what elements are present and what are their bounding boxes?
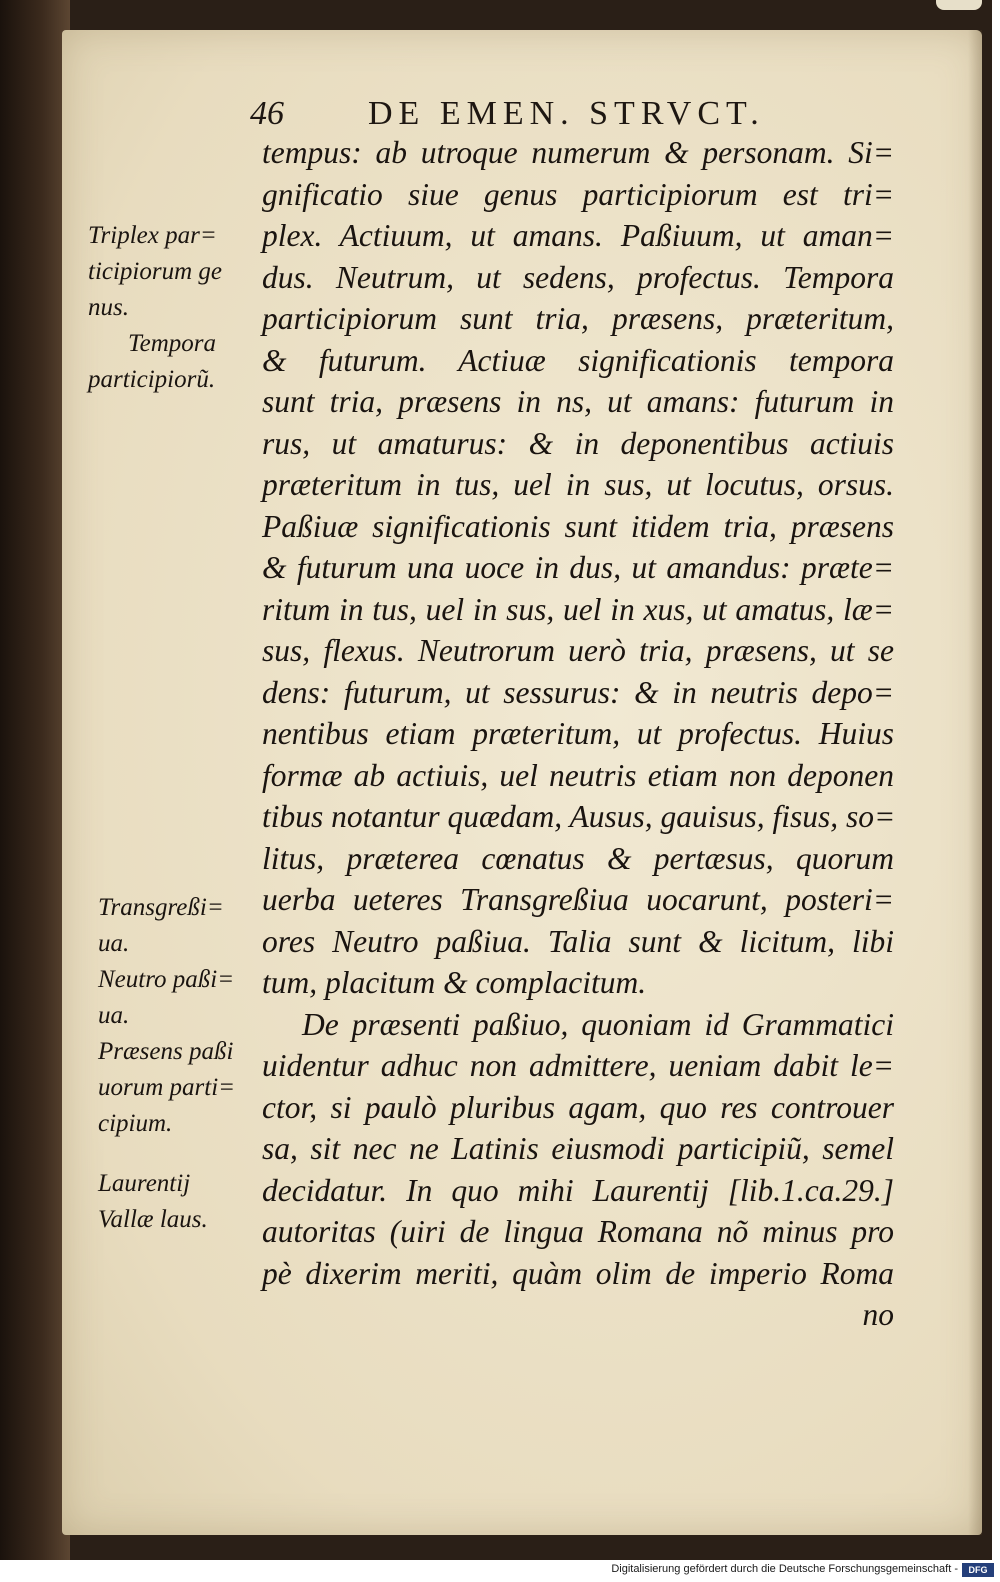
marginal-note xyxy=(98,1166,268,1238)
page-edge-shadow xyxy=(968,30,982,1535)
text-line: præteritum in tus, uel in sus, ut locutus, orsus. xyxy=(262,467,894,502)
text-line: ores Neutro paßiua. Talia sunt & licitum, libi xyxy=(262,923,894,959)
note-line: uorum parti= xyxy=(98,1074,236,1101)
text-line: tempus: ab utroque numerum & personam. Si= xyxy=(262,135,894,170)
note-line: Tempora xyxy=(128,330,216,357)
text-line: Paßiuæ significationis sunt itidem tria, præsens xyxy=(262,508,894,544)
body-text xyxy=(262,132,894,1336)
digitization-footer xyxy=(0,1560,1000,1582)
book-spine-shadow xyxy=(0,0,70,1560)
marginal-note xyxy=(98,962,268,1034)
marginal-note xyxy=(88,218,258,326)
text-line: rus, ut amaturus: & in deponentibus actiuis xyxy=(262,425,894,461)
funding-credit: Digitalisierung gefördert durch die Deutsche Forschungsgemeinschaft - xyxy=(611,1563,958,1575)
marginal-note xyxy=(88,362,258,398)
text-line: sunt tria, præsens in ns, ut amans: futurum in xyxy=(262,384,894,419)
note-line: nus. xyxy=(88,294,129,321)
marginal-note xyxy=(98,890,268,962)
text-line: sus, flexus. Neutrorum uerò tria, præsens, ut se xyxy=(262,633,894,668)
note-line: ua. xyxy=(98,930,130,957)
note-line: participiorũ. xyxy=(88,366,216,393)
text-line: uidentur adhuc non admittere, ueniam dabit le= xyxy=(262,1048,894,1083)
text-line: formæ ab actiuis, uel neutris etiam non deponen xyxy=(262,757,894,793)
text-line: gnificatio siue genus participiorum est tri= xyxy=(262,176,894,212)
text-line: dens: futurum, ut sessurus: & in neutris depo= xyxy=(262,674,894,710)
text-line: uerba ueteres Transgreßiua uocarunt, posteri= xyxy=(262,882,894,917)
catchword: no xyxy=(862,1297,894,1332)
note-line: Neutro paßi= xyxy=(98,966,235,993)
text-line: ritum in tus, uel in sus, uel in xus, ut amatus, læ= xyxy=(262,591,894,627)
text-line: De præsenti paßiuo, quoniam id Grammatici xyxy=(302,1006,894,1042)
note-line: Transgreßi= xyxy=(98,894,224,921)
note-line: Triplex par= xyxy=(88,222,217,249)
dfg-logo: DFG xyxy=(962,1563,994,1577)
text-line: pè dixerim meriti, quàm olim de imperio Roma xyxy=(262,1255,894,1291)
note-line: Laurentij xyxy=(98,1170,191,1197)
note-line: cipium. xyxy=(98,1110,173,1137)
marginal-note xyxy=(98,1034,268,1142)
text-line: sa, sit nec ne Latinis eiusmodi participiũ, semel xyxy=(262,1131,894,1166)
running-title: DE EMEN. STRVCT. xyxy=(368,95,765,132)
text-line: tibus notantur quædam, Ausus, gauisus, fisus, so= xyxy=(262,799,896,834)
note-line: ticipiorum ge xyxy=(88,258,223,285)
text-line: & futurum una uoce in dus, ut amandus: præte= xyxy=(262,550,894,585)
text-line: autoritas (uiri de lingua Romana nõ minus pro xyxy=(262,1214,894,1249)
text-line: litus, præterea cœnatus & pertæsus, quorum xyxy=(262,840,894,876)
text-line: tum, placitum & complacitum. xyxy=(262,965,647,1000)
text-line: & futurum. Actiuæ significationis tempora xyxy=(262,342,894,378)
text-line: decidatur. In quo mihi Laurentij [lib.1.ca.29.] xyxy=(262,1172,894,1208)
note-line: Præsens paßi xyxy=(98,1038,234,1065)
text-line: dus. Neutrum, ut sedens, profectus. Tempora xyxy=(262,259,894,295)
text-line: plex. Actiuum, ut amans. Paßiuum, ut aman= xyxy=(262,218,894,253)
note-line: Vallæ laus. xyxy=(98,1206,208,1233)
page-number: 46 xyxy=(250,95,284,132)
next-page-corner xyxy=(936,0,982,10)
text-line: ctor, si paulò pluribus agam, quo res controuer xyxy=(262,1089,894,1125)
text-line: participiorum sunt tria, præsens, præteritum, xyxy=(262,301,894,336)
note-line: ua. xyxy=(98,1002,130,1029)
text-line: nentibus etiam præteritum, ut profectus. Huius xyxy=(262,716,894,751)
